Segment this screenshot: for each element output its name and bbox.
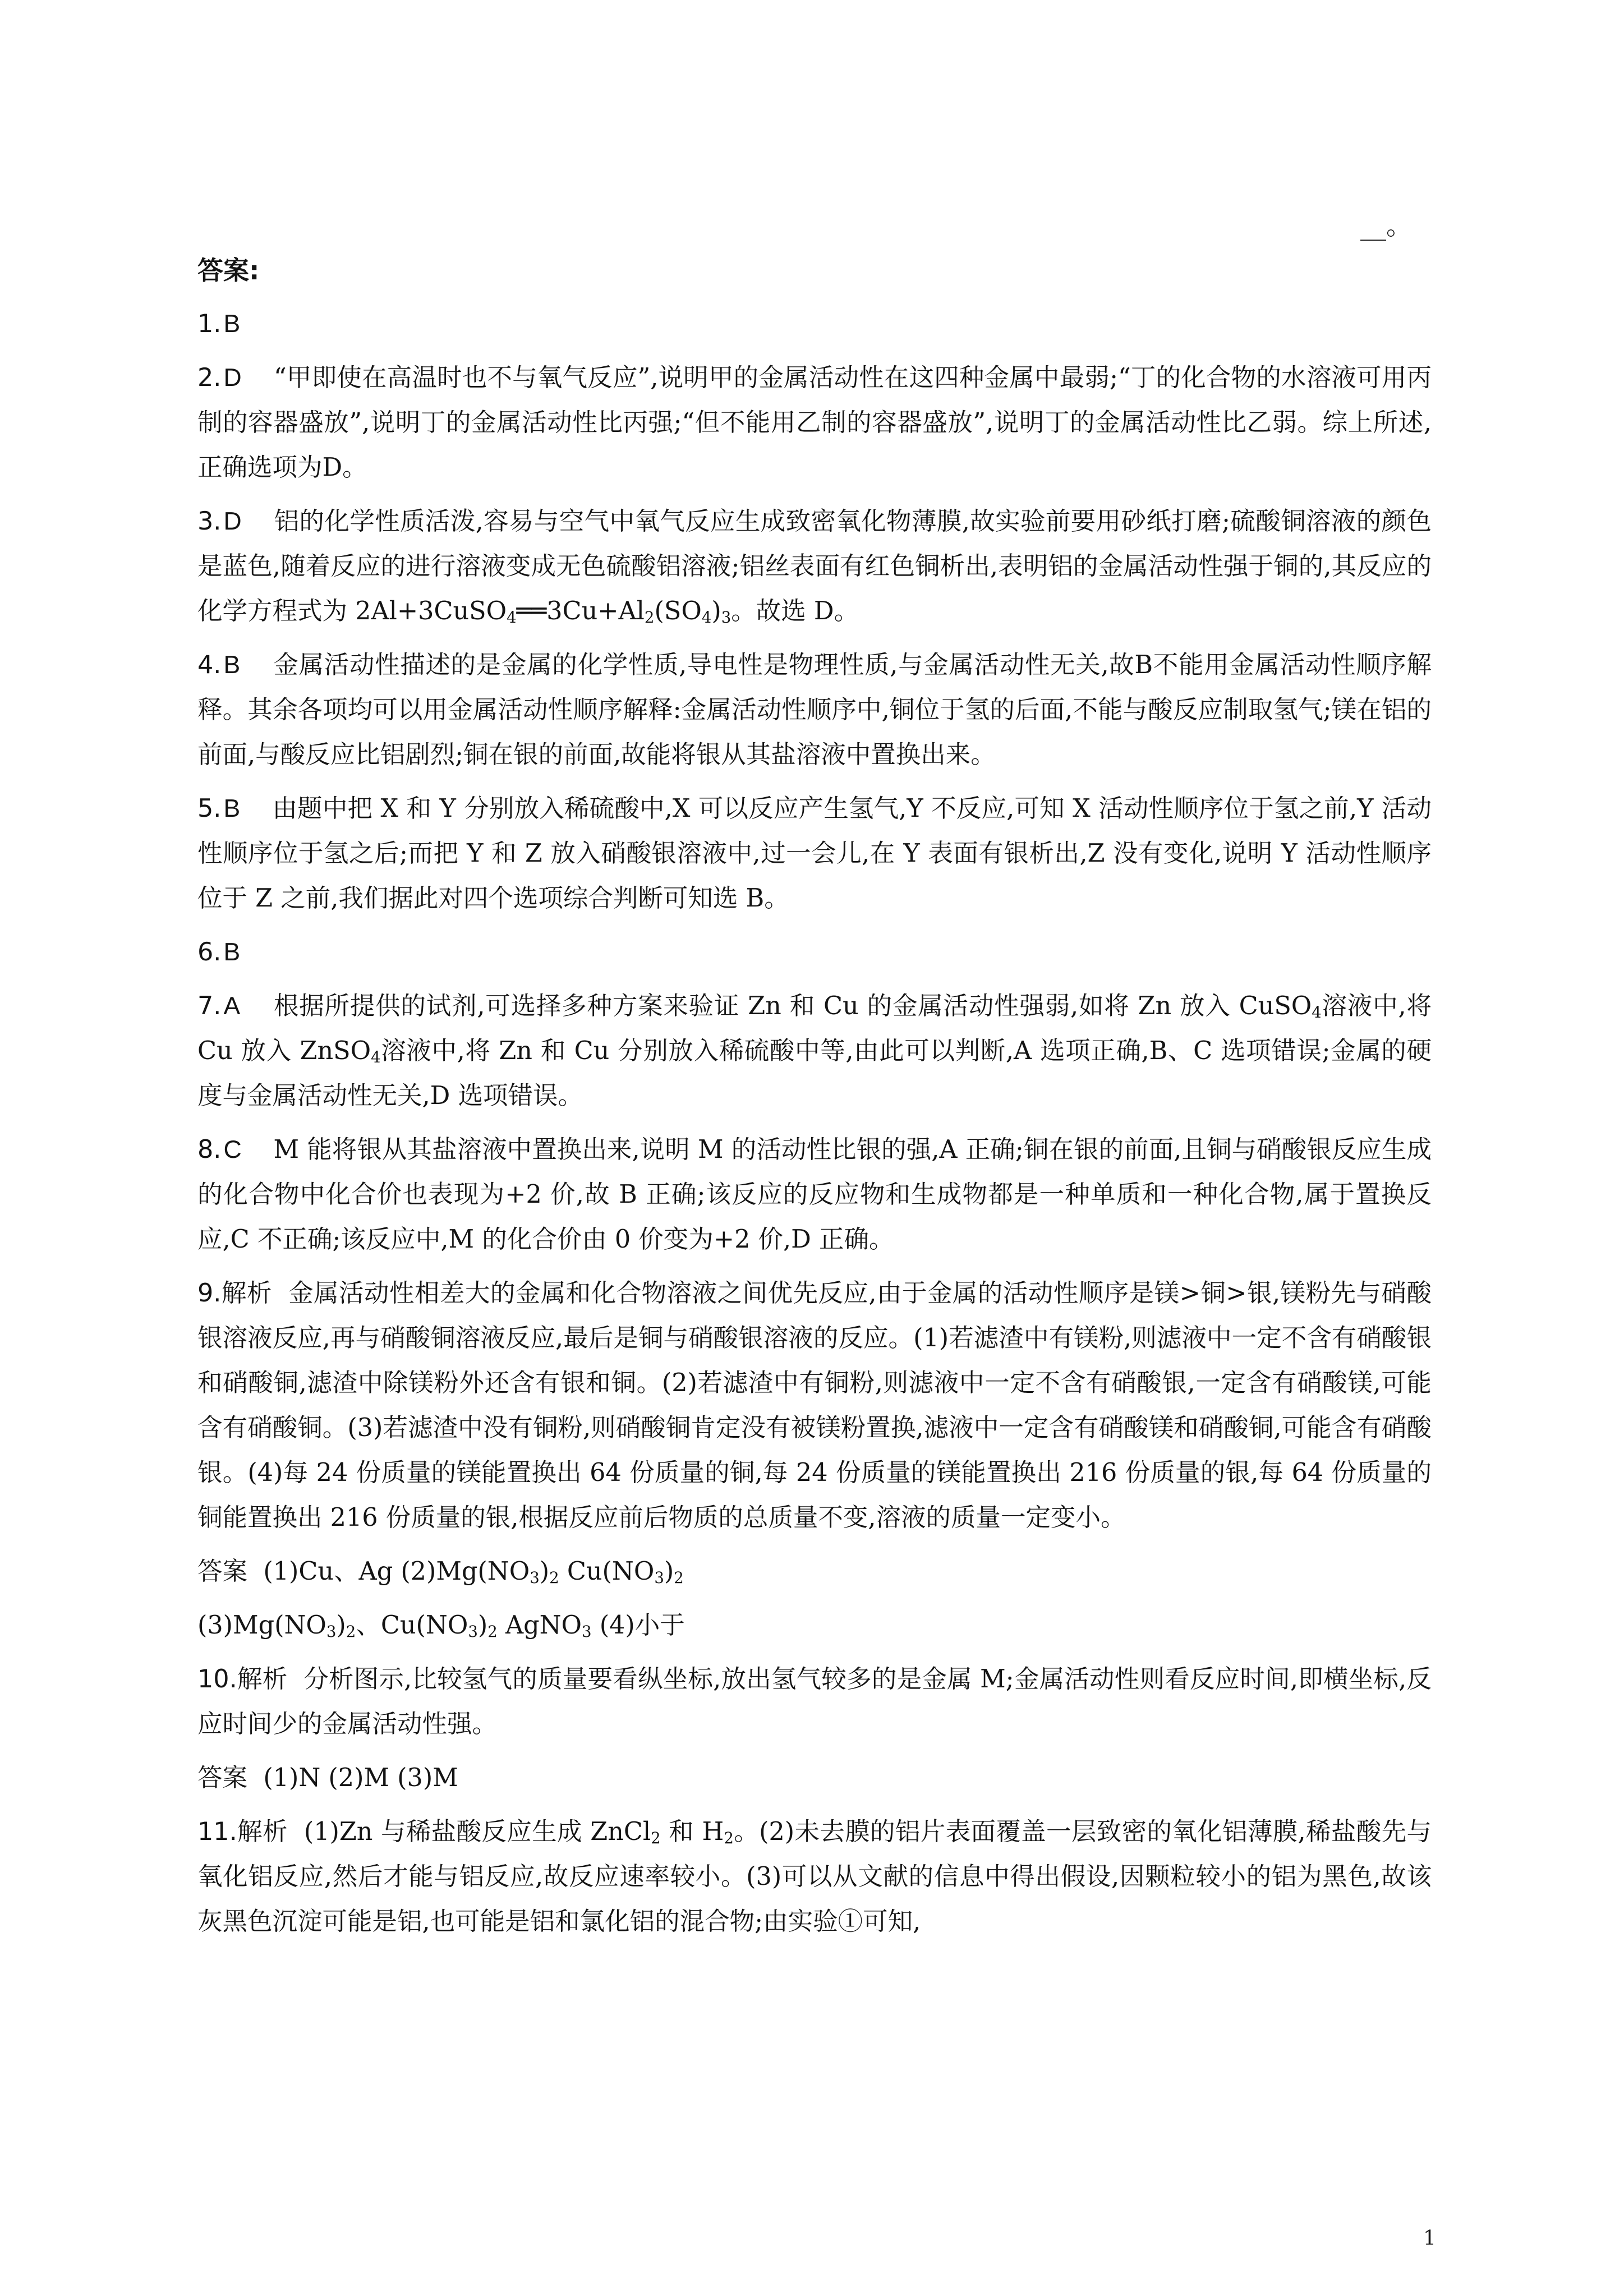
answer-text: ) bbox=[664, 1557, 674, 1586]
answer-item-6 bbox=[197, 930, 1432, 975]
answer-letter: D bbox=[223, 364, 242, 392]
answer-item-10 bbox=[197, 1657, 1432, 1747]
answers-heading: 答案: bbox=[197, 255, 260, 286]
item-number: 9. bbox=[197, 1279, 222, 1308]
answer-text: (1)N (2)M (3)M bbox=[263, 1764, 458, 1792]
explanation-text: 溶液中,将 Cu 放入 ZnSO bbox=[197, 992, 1432, 1065]
answer-10-line bbox=[197, 1756, 1432, 1801]
answer-text: Cu(NO bbox=[559, 1557, 655, 1586]
subscript: 4 bbox=[1312, 1003, 1322, 1022]
answer-text: 、Cu(NO bbox=[356, 1611, 468, 1640]
item-number: 11. bbox=[197, 1818, 237, 1846]
subscript: 2 bbox=[651, 1829, 661, 1848]
explanation-text: 。(2)未去膜的铝片表面覆盖一层致密的氧化铝薄膜,稀盐酸先与氧化铝反应,然后才能与铝反应,故反应速率较小。(3)可以从文献的信息中得出假设,因颗粒较小的铝为黑色,故该灰黑色沉淀可能是铝,也可能是铝和氯化铝的混合物;由实验①可知, bbox=[197, 1818, 1432, 1936]
explanation-text: 由题中把 X 和 Y 分别放入稀硫酸中,X 可以反应产生氢气,Y 不反应,可知 X 活动性顺序位于氢之前,Y 活动性顺序位于氢之后;而把 Y 和 Z 放入硝酸银溶液中,过一会儿,在 Y 表面有银析出,Z 没有变化,说明 Y 活动性顺序位于 Z 之前,我们据此对四个选项综合判断可知选 B。 bbox=[197, 794, 1432, 913]
answer-item-3 bbox=[197, 499, 1432, 634]
item-number: 4. bbox=[197, 651, 222, 679]
explanation-text: 金属活动性描述的是金属的化学性质,导电性是物理性质,与金属活动性无关,故B不能用金属活动性顺序解释。其余各项均可以用金属活动性顺序解释:金属活动性顺序中,铜位于氢的后面,不能与酸反应制取氢气;镁在铝的前面,与酸反应比铝剧烈;铜在银的前面,故能将银从其盐溶液中置换出来。 bbox=[197, 651, 1432, 769]
explanation-text: 金属活动性相差大的金属和化合物溶液之间优先反应,由于金属的活动性顺序是镁>铜>银,镁粉先与硝酸银溶液反应,再与硝酸铜溶液反应,最后是铜与硝酸银溶液的反应。(1)若滤渣中有镁粉,则滤液中一定不含有硝酸银和硝酸铜,滤渣中除镁粉外还含有银和铜。(2)若滤渣中有铜粉,则滤液中一定不含有硝酸银,一定含有硝酸镁,可能含有硝酸铜。(3)若滤渣中没有铜粉,则硝酸铜肯定没有被镁粉置换,滤液中一定含有硝酸镁和硝酸铜,可能含有硝酸银。(4)每 24 份质量的镁能置换出 64 份质量的铜,每 24 份质量的镁能置换出 216 份质量的银,每 64 份质量的铜能置换出 216 份质量的银,根据反应前后物质的总质量不变,溶液的质量一定变小。 bbox=[197, 1279, 1432, 1532]
answer-item-9 bbox=[197, 1271, 1432, 1540]
item-number: 2. bbox=[197, 364, 222, 392]
equation-text: ) bbox=[711, 597, 721, 625]
subscript: 2 bbox=[346, 1622, 356, 1641]
explanation-text: “甲即使在高温时也不与氧气反应”,说明甲的金属活动性在这四种金属中最弱;“丁的化合物的水溶液可用丙制的容器盛放”,说明丁的金属活动性比丙强;“但不能用乙制的容器盛放”,说明丁的金属活动性比乙弱。综上所述,正确选项为D。 bbox=[197, 364, 1432, 482]
subscript: 2 bbox=[549, 1568, 559, 1588]
answer-item-1 bbox=[197, 302, 1432, 347]
answer-content bbox=[197, 248, 1432, 1944]
subscript: 2 bbox=[487, 1622, 498, 1641]
explanation-text: 分析图示,比较氢气的质量要看纵坐标,放出氢气较多的是金属 M;金属活动性则看反应时间,即横坐标,反应时间少的金属活动性强。 bbox=[197, 1665, 1432, 1738]
answer-item-2 bbox=[197, 356, 1432, 490]
item-number: 3. bbox=[197, 507, 222, 536]
item-number: 10. bbox=[197, 1665, 237, 1694]
top-blank-mark: __。 bbox=[1360, 210, 1412, 241]
subscript: 2 bbox=[674, 1568, 684, 1588]
subscript: 3 bbox=[721, 608, 732, 627]
subscript: 3 bbox=[654, 1568, 664, 1588]
page-number: 1 bbox=[1423, 2227, 1436, 2250]
item-number: 6. bbox=[197, 938, 222, 967]
explanation-text: 溶液中,将 Zn 和 Cu 分别放入稀硫酸中等,由此可以判断,A 选项正确,B、C 选项错误;金属的硬度与金属活动性无关,D 选项错误。 bbox=[197, 1037, 1432, 1110]
answer-text: ) bbox=[477, 1611, 488, 1640]
answer-label: 答案 bbox=[197, 1764, 248, 1792]
subscript: 2 bbox=[724, 1829, 734, 1848]
answer-text: ) bbox=[539, 1557, 550, 1586]
subscript: 4 bbox=[371, 1048, 381, 1067]
subscript: 2 bbox=[644, 608, 655, 627]
answer-label: 答案 bbox=[197, 1557, 248, 1586]
item-number: 7. bbox=[197, 992, 222, 1020]
answer-item-7 bbox=[197, 984, 1432, 1119]
answer-9-line-1 bbox=[197, 1549, 1432, 1594]
explanation-text: 根据所提供的试剂,可选择多种方案来验证 Zn 和 Cu 的金属活动性强弱,如将 Zn 放入 CuSO bbox=[273, 992, 1312, 1020]
answer-text: (3)Mg(NO bbox=[197, 1611, 326, 1640]
explanation-text: 。故选 D。 bbox=[731, 597, 859, 625]
answer-text: (1)Cu、Ag (2)Mg(NO bbox=[263, 1557, 530, 1586]
equation-text: (SO bbox=[654, 597, 702, 625]
answer-letter: C bbox=[223, 1136, 242, 1163]
answer-item-4 bbox=[197, 643, 1432, 777]
explanation-text: 和 H bbox=[660, 1818, 724, 1846]
explanation-text: (1)Zn 与稀盐酸反应生成 ZnCl bbox=[303, 1818, 651, 1846]
explanation-text: M 能将银从其盐溶液中置换出来,说明 M 的活动性比银的强,A 正确;铜在银的前面,且铜与硝酸银反应生成的化合物中化合价也表现为+2 价,故 B 正确;该反应的反应物和生成物都是一种单质和一种化合物,属于置换反应,C 不正确;该反应中,M 的化合价由 0 价变为+2 价,D 正确。 bbox=[197, 1135, 1432, 1254]
item-number: 1. bbox=[197, 310, 222, 338]
subscript: 3 bbox=[468, 1622, 478, 1641]
equation-text: ══3Cu+Al bbox=[516, 597, 645, 625]
item-number: 5. bbox=[197, 794, 222, 823]
answer-letter: B bbox=[223, 651, 241, 679]
subscript: 3 bbox=[326, 1622, 337, 1641]
answer-text: (4)小于 bbox=[591, 1611, 685, 1640]
analysis-label: 解析 bbox=[237, 1665, 288, 1694]
subscript: 4 bbox=[507, 608, 517, 627]
analysis-label: 解析 bbox=[221, 1279, 272, 1308]
answer-letter: B bbox=[223, 795, 241, 822]
subscript: 3 bbox=[530, 1568, 540, 1588]
subscript: 3 bbox=[582, 1622, 592, 1641]
answer-item-11 bbox=[197, 1810, 1432, 1944]
explanation-text: 铝的化学性质活泼,容易与空气中氧气反应生成致密氧化物薄膜,故实验前要用砂纸打磨;硫酸铜溶液的颜色是蓝色,随着反应的进行溶液变成无色硫酸铝溶液;铝丝表面有红色铜析出,表明铝的金属活动性强于铜的,其反应的化学方程式为 2Al+3CuSO bbox=[197, 507, 1432, 625]
answer-letter: A bbox=[223, 992, 241, 1020]
item-number: 8. bbox=[197, 1135, 222, 1164]
answer-letter: D bbox=[223, 508, 242, 535]
subscript: 4 bbox=[701, 608, 712, 627]
answer-text: ) bbox=[336, 1611, 346, 1640]
answer-item-8 bbox=[197, 1128, 1432, 1262]
answer-letter: B bbox=[223, 310, 241, 338]
answer-item-5 bbox=[197, 786, 1432, 921]
analysis-label: 解析 bbox=[237, 1818, 288, 1846]
answer-9-line-2 bbox=[197, 1603, 1432, 1648]
answer-letter: B bbox=[223, 938, 241, 966]
answer-text: AgNO bbox=[497, 1611, 582, 1640]
